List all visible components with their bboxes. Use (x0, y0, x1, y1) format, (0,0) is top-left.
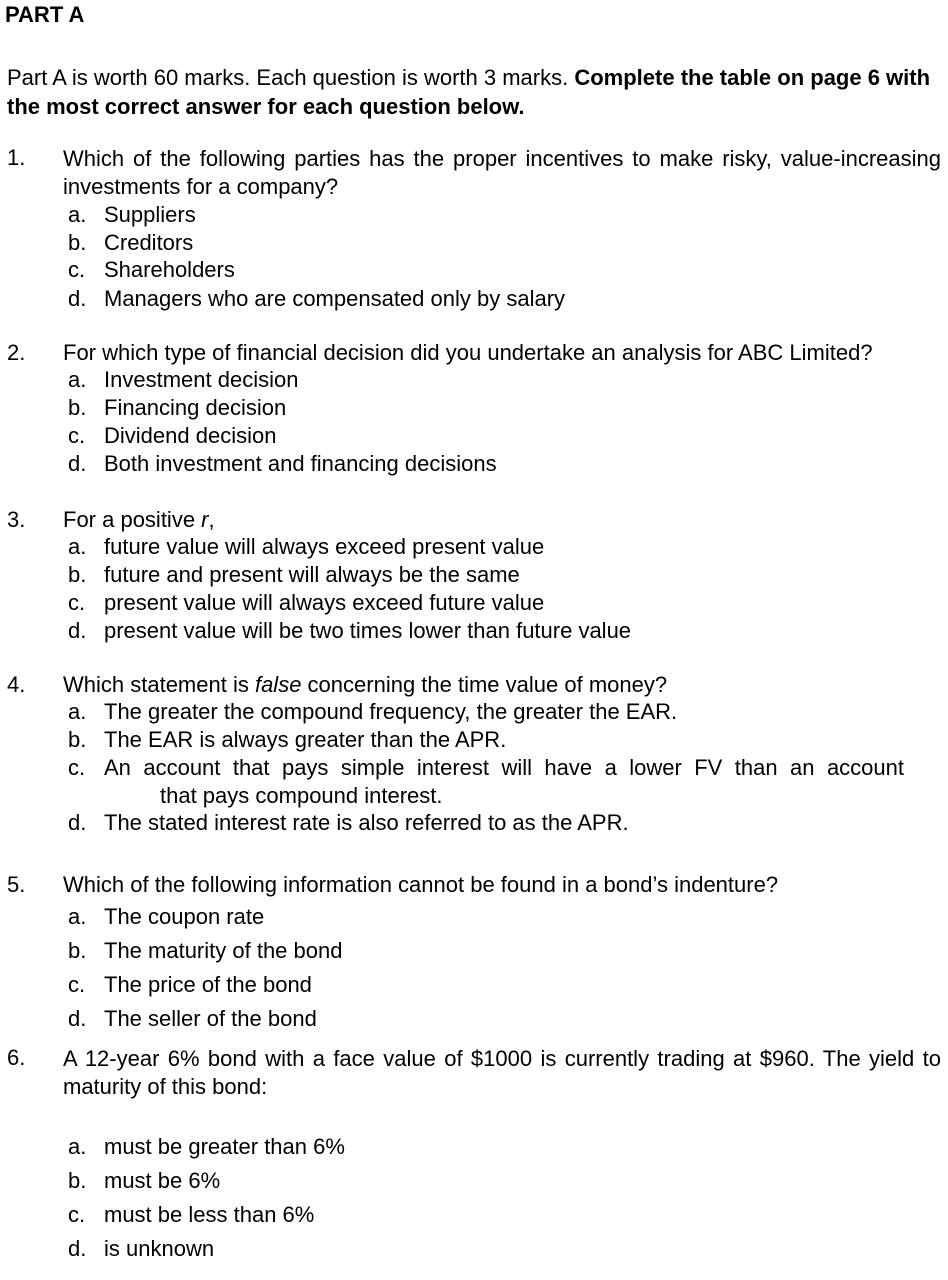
option-letter: a. (68, 1134, 87, 1159)
option-letter: b. (68, 938, 87, 963)
option-letter: b. (68, 727, 87, 752)
question-text-start: Which statement is (63, 672, 255, 697)
option-letter: b. (68, 395, 87, 420)
option-letter: d. (68, 618, 87, 643)
option-text: Suppliers (104, 202, 196, 227)
option-letter: c. (68, 257, 86, 282)
option-text: The EAR is always greater than the APR. (104, 727, 507, 752)
option-letter: d. (68, 1236, 87, 1261)
option-text: The maturity of the bond (104, 938, 343, 963)
option-letter: c. (68, 590, 86, 615)
option-letter: d. (68, 286, 87, 311)
option-text: Financing decision (104, 395, 287, 420)
option-text: must be less than 6% (104, 1202, 315, 1227)
question-number: 3. (7, 507, 26, 532)
option-text: Dividend decision (104, 423, 277, 448)
question-text: Which of the following information cannot be found in a bond’s indenture? (63, 872, 779, 897)
option-text: present value will be two times lower than future value (104, 618, 632, 643)
question-text (63, 507, 215, 533)
option-text: future and present will always be the same (104, 562, 520, 587)
option-text: Shareholders (104, 257, 235, 282)
option-text: future value will always exceed present value (104, 534, 545, 559)
instructions-bold: Complete the table on page 6 with the most correct answer for each question below. (7, 65, 931, 119)
option-text: is unknown (104, 1236, 215, 1261)
option-text-continuation: that pays compound interest. (160, 783, 443, 808)
option-letter: d. (68, 810, 87, 835)
option-letter: a. (68, 904, 87, 929)
option-text: present value will always exceed future value (104, 590, 545, 615)
question-number: 5. (7, 872, 26, 897)
option-letter: b. (68, 562, 87, 587)
question-text: For which type of financial decision did you undertake an analysis for ABC Limited? (63, 340, 873, 365)
instructions (7, 63, 942, 121)
option-letter: a. (68, 534, 87, 559)
question-number: 2. (7, 340, 26, 365)
option-text: must be 6% (104, 1168, 221, 1193)
option-letter: c. (68, 1202, 86, 1227)
option-text: The price of the bond (104, 972, 312, 997)
option-letter: c. (68, 755, 86, 780)
option-letter: d. (68, 1006, 87, 1031)
question-text-italic: r (201, 507, 209, 532)
option-text: The greater the compound frequency, the greater the EAR. (104, 699, 678, 724)
option-letter: c. (68, 423, 86, 448)
option-letter: d. (68, 451, 87, 476)
option-text: The coupon rate (104, 904, 265, 929)
option-letter: b. (68, 1168, 87, 1193)
option-text: Investment decision (104, 367, 299, 392)
question-number: 1. (7, 145, 26, 170)
option-letter: a. (68, 202, 87, 227)
question-text: A 12-year 6% bond with a face value of $1000 is currently trading at $960. The yield to maturity of this bond: (63, 1046, 941, 1099)
question-text-start: For a positive (63, 507, 202, 532)
question-text: Which of the following parties has the proper incentives to make risky, value-increasing investments for a company? (63, 146, 941, 199)
option-text: must be greater than 6% (104, 1134, 345, 1159)
option-text: Both investment and financing decisions (104, 451, 497, 476)
question-number: 6. (7, 1045, 26, 1070)
option-text: Managers who are compensated only by salary (104, 286, 566, 311)
question-text-italic: false (254, 672, 302, 697)
option-text: The stated interest rate is also referred to as the APR. (104, 810, 629, 835)
question-text-end: concerning the time value of money? (301, 672, 668, 697)
option-letter: c. (68, 972, 86, 997)
question-text (63, 672, 667, 698)
option-text: The seller of the bond (104, 1006, 317, 1031)
section-heading: PART A (5, 2, 85, 27)
option-text: An account that pays simple interest will have a lower FV than an account (104, 755, 904, 780)
question-number: 4. (7, 672, 26, 697)
option-letter: a. (68, 367, 87, 392)
instructions-plain: Part A is worth 60 marks. Each question is worth 3 marks. (7, 65, 575, 90)
option-letter: b. (68, 230, 87, 255)
option-text: Creditors (104, 230, 194, 255)
option-letter: a. (68, 699, 87, 724)
question-text-end: , (208, 507, 215, 532)
